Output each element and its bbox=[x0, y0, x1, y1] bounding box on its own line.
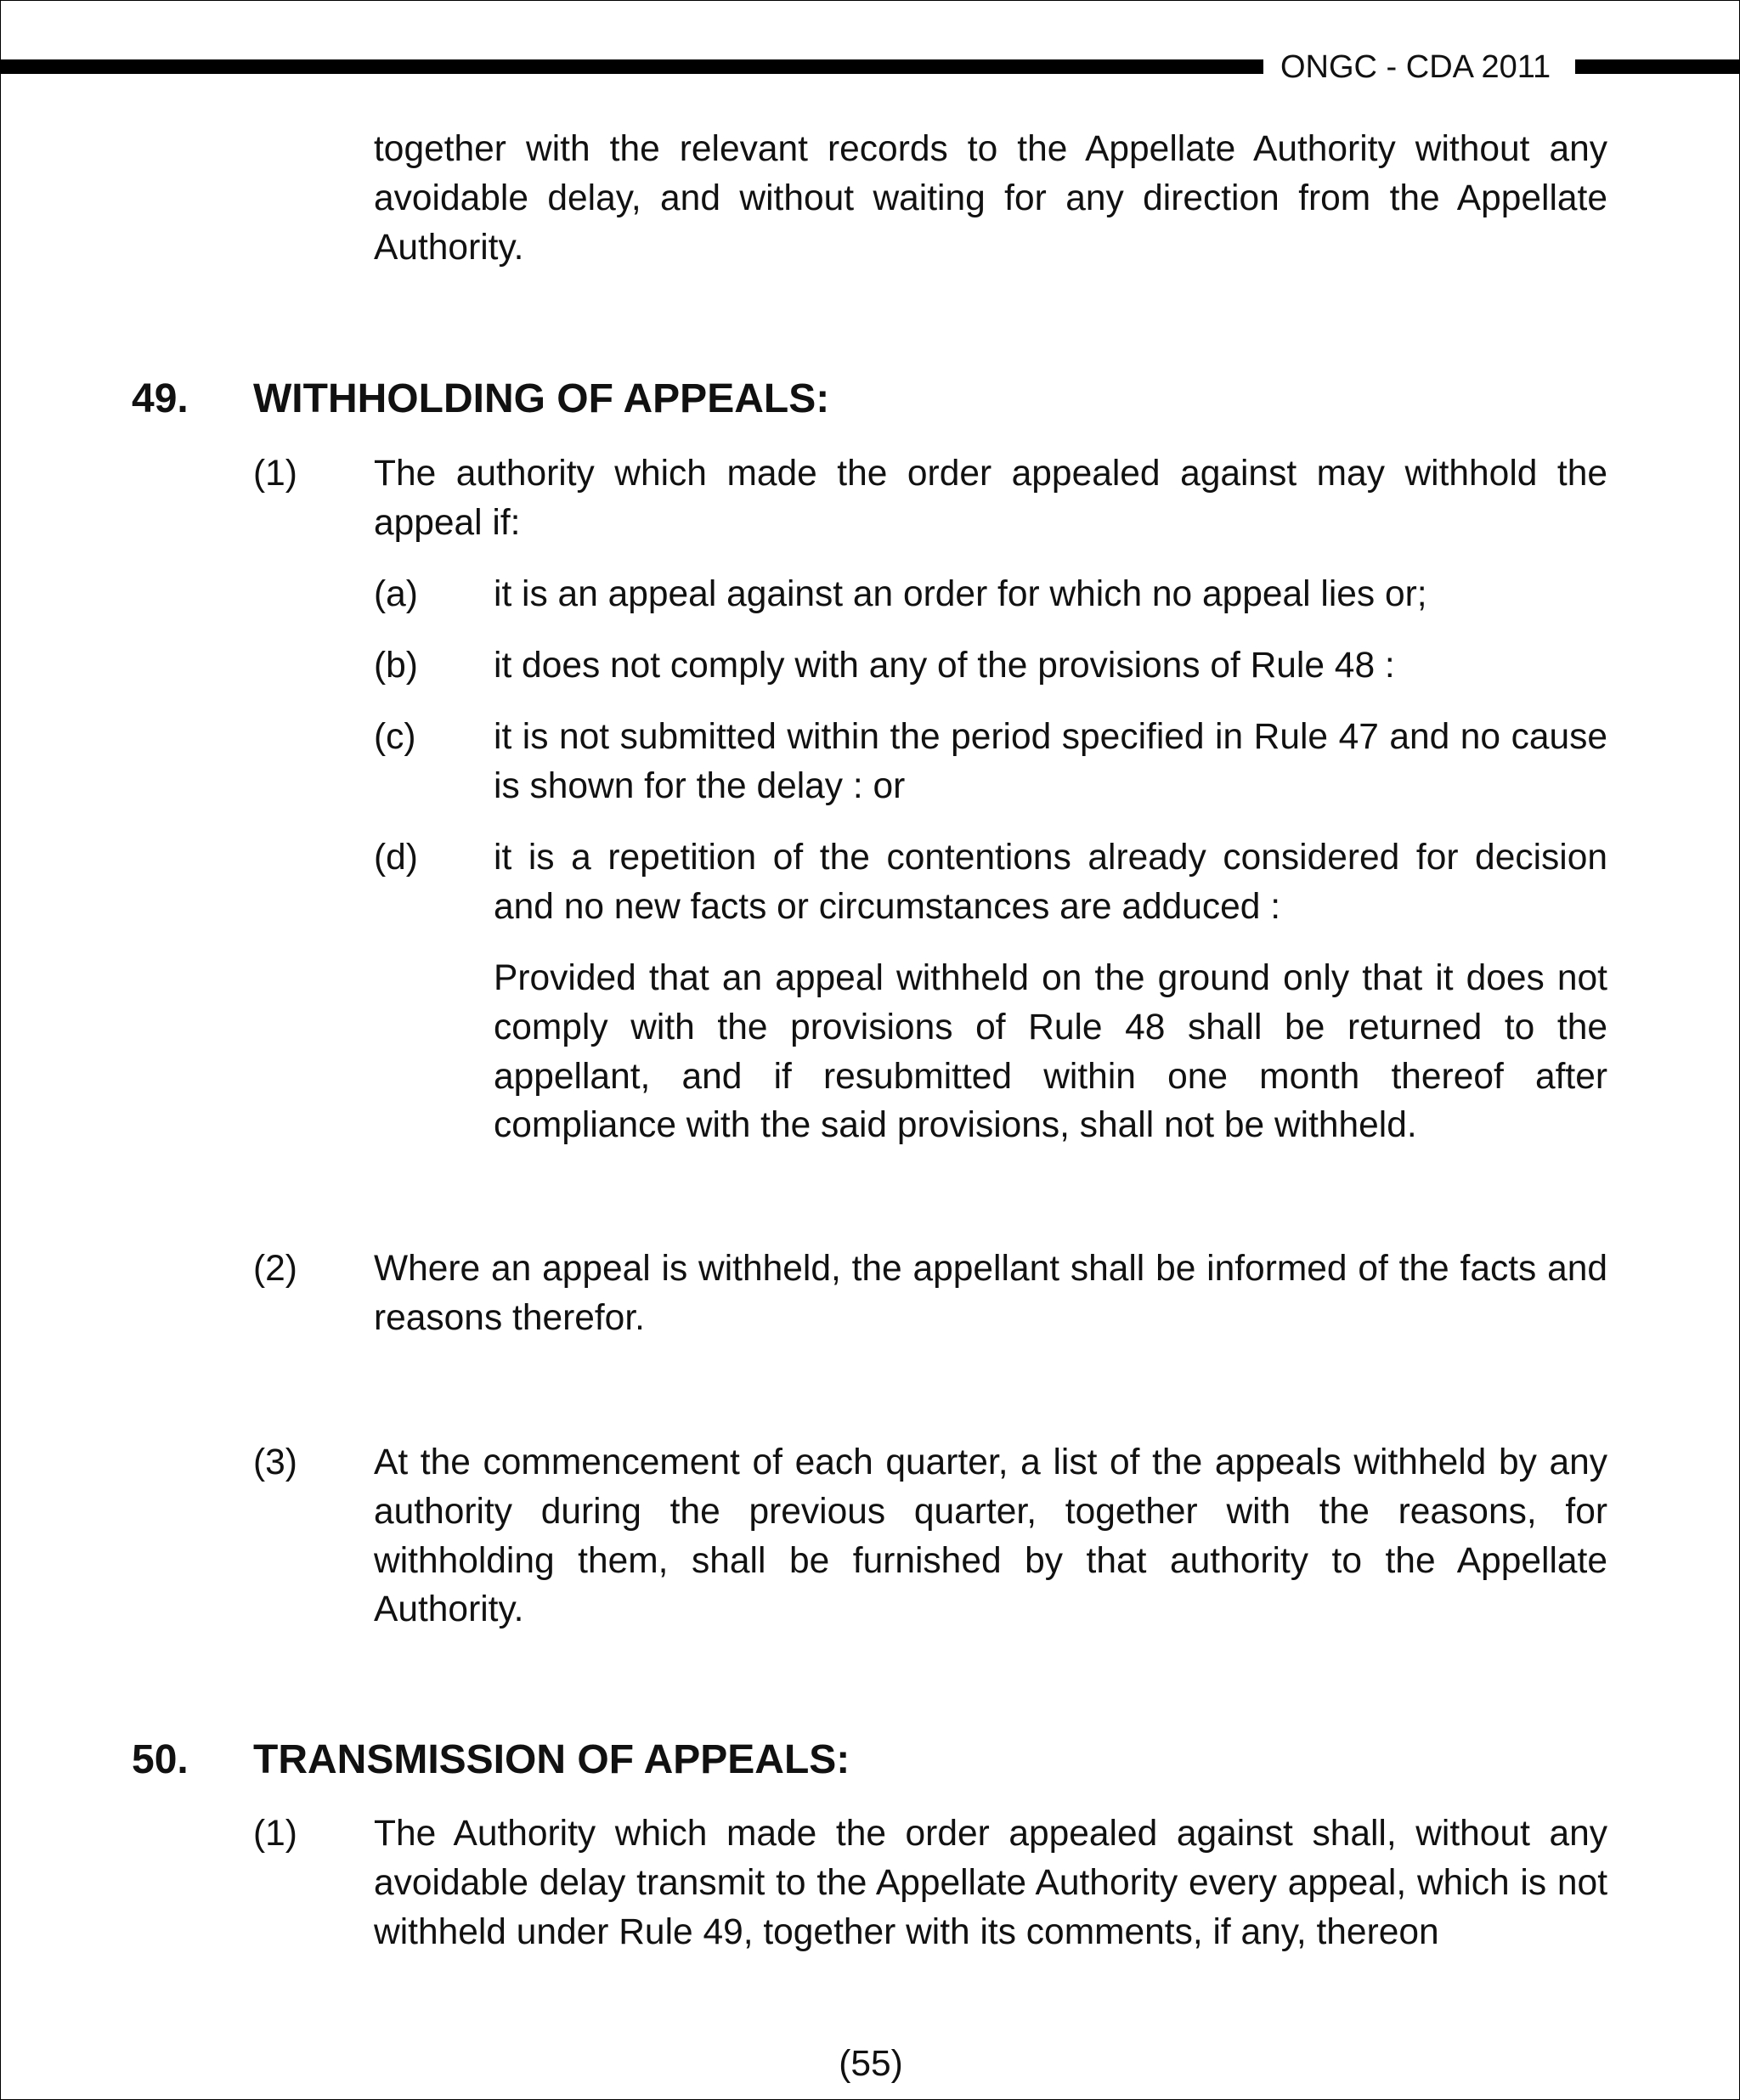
section-50-number: 50. bbox=[132, 1737, 189, 1782]
page-number: (55) bbox=[839, 2044, 903, 2084]
clause-49-2-text: Where an appeal is withheld, the appellant shall be informed of the facts and reasons therefor. bbox=[374, 1249, 1607, 1338]
clause-49-3-label: (3) bbox=[253, 1442, 297, 1482]
item-a-label: (a) bbox=[374, 574, 418, 614]
proviso-paragraph: Provided that an appeal withheld on the ground only that it does not comply with the provisions of Rule 48 shall be returned to the appellant, and if resubmitted within one month thereof after compliance with the said provisions, shall not be withheld. bbox=[494, 958, 1607, 1146]
item-b-text: it does not comply with any of the provisions of Rule 48 : bbox=[494, 646, 1395, 686]
item-c-text: it is not submitted within the period specified in Rule 47 and no cause is shown for the delay : or bbox=[494, 717, 1607, 806]
section-49-number: 49. bbox=[132, 376, 189, 421]
clause-50-1-label: (1) bbox=[253, 1814, 297, 1854]
section-50-title: TRANSMISSION OF APPEALS: bbox=[253, 1737, 850, 1782]
continuation-paragraph: together with the relevant records to the Appellate Authority without any avoidable delay, and without waiting for any direction from the Appellate Authority. bbox=[374, 129, 1607, 268]
item-c-label: (c) bbox=[374, 717, 416, 757]
clause-49-3-text: At the commencement of each quarter, a list of the appeals withheld by any authority during the previous quarter, together with the reasons, for withholding them, shall be furnished by that authority to the Appellate Authority. bbox=[374, 1442, 1607, 1630]
item-d-label: (d) bbox=[374, 838, 418, 878]
item-d-text: it is a repetition of the contentions already considered for decision and no new facts or circumstances are adduced : bbox=[494, 838, 1607, 927]
section-49-title: WITHHOLDING OF APPEALS: bbox=[253, 376, 830, 421]
item-a-text: it is an appeal against an order for which no appeal lies or; bbox=[494, 574, 1427, 614]
clause-49-1-label: (1) bbox=[253, 454, 297, 494]
header-rule-left bbox=[1, 59, 1263, 74]
clause-50-1-text: The Authority which made the order appealed against shall, without any avoidable delay transmit to the Appellate Authority every appeal, which is not withheld under Rule 49, together with its comments, if any, thereon bbox=[374, 1814, 1607, 1952]
header-rule-right bbox=[1575, 59, 1740, 74]
clause-49-1-text: The authority which made the order appealed against may withhold the appeal if: bbox=[374, 454, 1607, 543]
clause-49-2-label: (2) bbox=[253, 1249, 297, 1289]
header-title: ONGC - CDA 2011 bbox=[1280, 49, 1551, 85]
item-b-label: (b) bbox=[374, 646, 418, 686]
